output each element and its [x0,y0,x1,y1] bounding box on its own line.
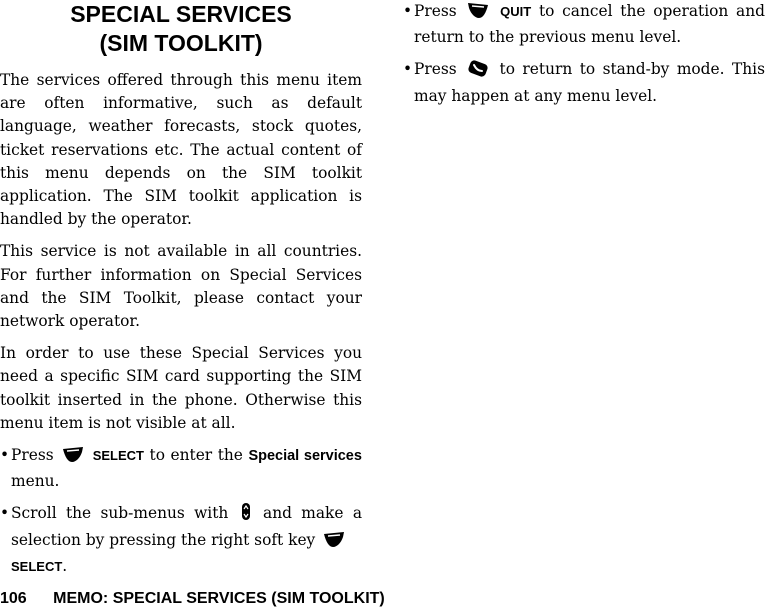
bullet-dot: • [0,504,10,523]
page-title [0,0,362,58]
select-key-label: SELECT [92,448,144,464]
bullet-end-text: menu. [11,472,60,491]
left-column [0,0,362,587]
select-key-label: SELECT [11,558,63,574]
bullet-press-text: Press [414,2,457,20]
paragraph-availability: This service is not available in all countries. For further information on Special Services and the SIM Toolkit, please contact your network operator. [0,242,362,331]
right-column [403,0,765,117]
bullet-dot: • [0,446,10,465]
bullet-item-scroll [0,502,362,578]
quit-key-label: QUIT [500,4,532,19]
left-soft-key-icon [467,2,489,26]
scroll-key-icon [241,502,251,528]
paragraph-services-description: The services offered through this menu item are often informative, such as default language, weather forecasts, stock quotes, ticket reservations etc. The actual content of this menu depends on the SIM toolkit application. The SIM toolkit application is handled by the operator. [0,71,362,229]
page-number: 106 [0,590,27,607]
bullet-item-quit [403,0,765,49]
bullet-text: to cancel the operation and return to the previous menu level. [414,2,765,47]
page-footer [0,589,385,609]
bullet-end-text: . [62,556,68,575]
page-title-line-1: SPECIAL SERVICES [70,1,292,27]
bullet-text: to return to stand-by mode. This may happen at any menu level. [414,60,765,105]
bullet-press-text: Press [414,60,457,79]
bullet-dot: • [403,60,413,79]
right-soft-key-icon [323,531,345,555]
right-soft-key-icon [62,446,84,470]
paragraph-requirements: In order to use these Special Services you need a specific SIM card supporting the SIM toolkit inserted in the phone. Otherwise this menu item is not visible at all. [0,344,362,432]
page-title-line-2: (SIM TOOLKIT) [99,30,263,56]
bullet-item-select [0,444,362,493]
bullet-text-2: and make a selection by pressing the right soft key [11,504,362,549]
footer-title: MEMO: SPECIAL SERVICES (SIM TOOLKIT) [53,590,385,607]
menu-name-special-services: Special services [248,448,362,465]
bullet-text: Scroll the sub-menus with [11,504,229,523]
bullet-text: to enter the [149,446,243,465]
end-key-icon [467,60,489,84]
bullet-dot: • [403,2,413,20]
bullet-item-end [403,58,765,107]
bullet-press-text: Press [11,446,54,465]
